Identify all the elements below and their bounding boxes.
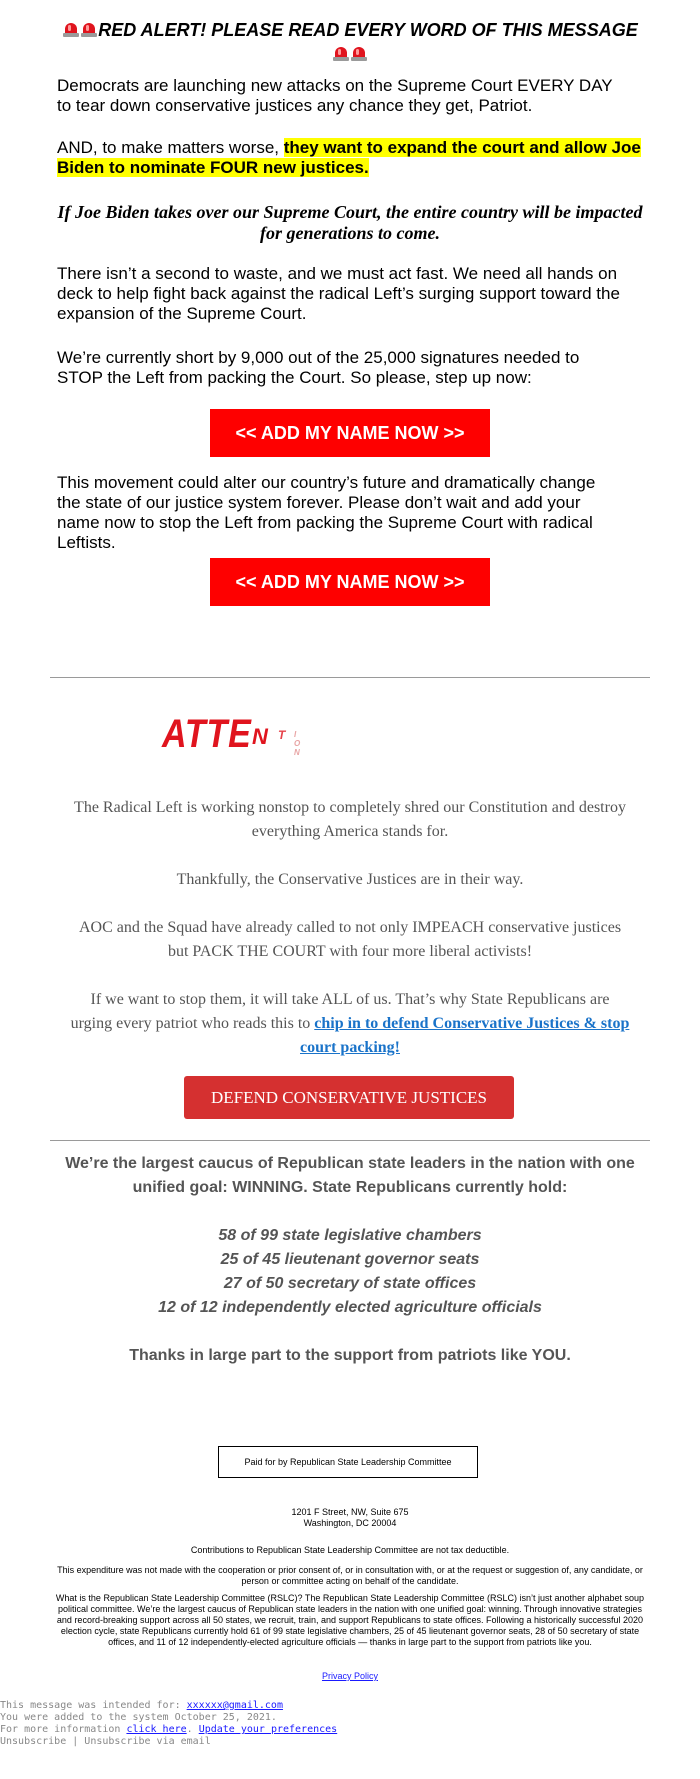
intro-paragraph-2 (57, 138, 647, 178)
attention-big-letters: ATTE (162, 712, 252, 756)
alert-headline (60, 18, 640, 66)
stats-thanks: Thanks in large part to the support from patriots like YOU. (129, 1347, 571, 1364)
attention-letter-t: T (278, 728, 286, 742)
siren-icon (81, 23, 97, 37)
tax-notice: Contributions to Republican State Leadership Committee are not tax deductible. (190, 1545, 510, 1555)
update-preferences-link[interactable]: Update your preferences (198, 1724, 338, 1735)
attention-banner (162, 712, 304, 757)
section2-paragraph-4 (70, 988, 630, 1060)
rslc-about: What is the Republican State Leadership Committee (RSLC)? The Republican State Leadership Committee (RSLC) isn’t just another alphabet soup political committee. We’re the largest caucus of Republican state leaders in the nation with one unified goal: winning. Through innovative strategies and record-breaking support across all 50 states, we recruit, train, and support Republicans to state offices. Following a historically successful 2020 election cycle, state Republicans currently hold 61 of 99 state legislative chambers, 25 of 45 lieutenant governor seats, 28 of 50 secretary of state offices, and 11 of 12 independently-elected agriculture officials — thanks in large part to the support from patriots like you. (55, 1593, 645, 1647)
attention-faded-letters: I O N (294, 730, 304, 757)
added-line: You were added to the system October 25, 2021. (0, 1712, 277, 1723)
section2-paragraph-1: The Radical Left is working nonstop to completely shred our Constitution and destroy everything America stands for. (74, 799, 626, 840)
stats-intro: We’re the largest caucus of Republican state leaders in the nation with one unified goal: WINNING. State Republicans currently hold: (65, 1155, 635, 1196)
impact-statement: If Joe Biden takes over our Supreme Court, the entire country will be impacted for generations to come. (57, 202, 643, 243)
stat-item: 58 of 99 state legislative chambers (218, 1227, 482, 1244)
expenditure-notice: This expenditure was not made with the cooperation or prior consent of, or in consultation with, or at the request or suggestion of, any candidate, or person or committee acting on behalf of the candidate. (57, 1565, 643, 1586)
stat-item: 25 of 45 lieutenant governor seats (220, 1251, 480, 1268)
add-my-name-button[interactable]: << ADD MY NAME NOW >> (210, 558, 490, 606)
intro-paragraph-6: This movement could alter our country’s future and dramatically change the state of our justice system forever. Please don’t wait and add your name now to stop the Left from packing the Supreme Court with radical Leftists. (57, 473, 596, 552)
section2-paragraph-4-lead: If we want to stop them, it will take ALL of us. That’s why State Republicans are urging every patriot who reads this to (70, 991, 610, 1032)
info-label: For more information (0, 1724, 127, 1735)
paid-for-box: Paid for by Republican State Leadership Committee (218, 1446, 478, 1478)
defend-justices-button[interactable]: DEFEND CONSERVATIVE JUSTICES (184, 1076, 514, 1119)
unsubscribe-link[interactable]: Unsubscribe (0, 1736, 67, 1747)
add-my-name-button[interactable]: << ADD MY NAME NOW >> (210, 409, 490, 457)
privacy-row (52, 1671, 648, 1682)
chip-in-link[interactable]: chip in to defend Conservative Justices & stop court packing! (300, 1015, 630, 1056)
intended-for-label: This message was intended for: (0, 1700, 187, 1711)
intro-paragraph-5: We’re currently short by 9,000 out of the 25,000 signatures needed to STOP the Left from packing the Court. So please, step up now: (57, 348, 580, 387)
section2-paragraph-2: Thankfully, the Conservative Justices are in their way. (176, 871, 524, 888)
address-line-1: 1201 F Street, NW, Suite 675 (291, 1507, 409, 1517)
privacy-policy-link[interactable]: Privacy Policy (321, 1671, 378, 1681)
intro-paragraph-4: There isn’t a second to waste, and we must act fast. We need all hands on deck to help fight back against the radical Left’s surging support toward the expansion of the Supreme Court. (57, 264, 620, 323)
separator: | (66, 1736, 85, 1747)
alert-text: RED ALERT! PLEASE READ EVERY WORD OF THIS MESSAGE (98, 20, 638, 40)
highlighted-text: they want to expand the court and allow Joe Biden to nominate FOUR new justices. (57, 138, 641, 177)
divider (50, 1140, 650, 1141)
stat-item: 12 of 12 independently elected agriculture officials (158, 1299, 542, 1316)
attention-letter-n: N (252, 724, 268, 749)
click-here-link[interactable]: click here (126, 1724, 187, 1735)
unsubscribe-email-link[interactable]: Unsubscribe via email (84, 1736, 211, 1747)
recipient-email-link[interactable]: xxxxxx@gmail.com (186, 1700, 283, 1711)
intro-paragraph-2-lead: AND, to make matters worse, (57, 138, 284, 157)
intended-for-line (0, 1700, 283, 1712)
stats-list (0, 1224, 700, 1320)
siren-icon (333, 47, 349, 61)
intro-paragraph-1: Democrats are launching new attacks on the Supreme Court EVERY DAY to tear down conservative justices any chance they get, Patriot. (57, 76, 613, 115)
siren-icon (63, 23, 79, 37)
unsubscribe-line (0, 1736, 211, 1748)
address (52, 1507, 648, 1529)
siren-icon (351, 47, 367, 61)
info-line: For more information click here. Update your preferences (0, 1724, 338, 1735)
section2-paragraph-3: AOC and the Squad have already called to not only IMPEACH conservative justices but PACK THE COURT with four more liberal activists! (78, 919, 622, 960)
address-line-2: Washington, DC 20004 (303, 1518, 397, 1528)
stat-item: 27 of 50 secretary of state offices (223, 1275, 477, 1292)
divider (50, 677, 650, 678)
